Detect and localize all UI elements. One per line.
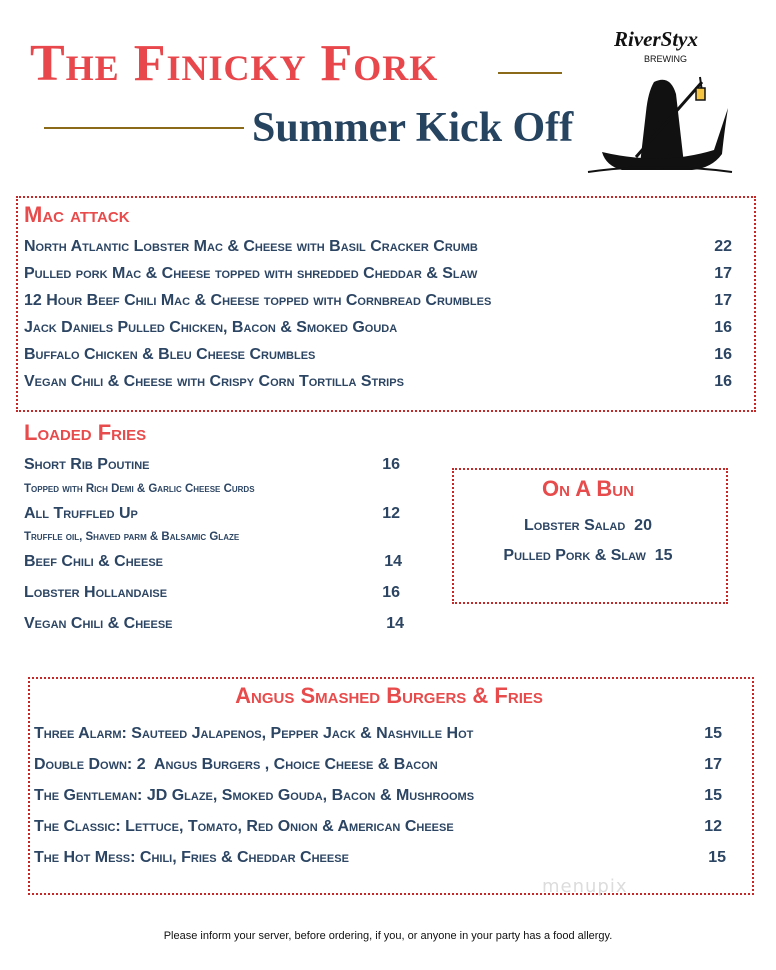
burger-item-name: The Classic: Lettuce, Tomato, Red Onion & American Cheese [34, 818, 454, 835]
burger-item-price: 15 [704, 787, 722, 804]
allergy-notice: Please inform your server, before ordering, if you, or anyone in your party has a food allergy. [163, 930, 613, 942]
menu-subtitle: Summer Kick Off [252, 105, 574, 151]
burger-item-name: The Hot Mess: Chili, Fries & Cheddar Cheese [34, 849, 349, 866]
mac-item-name: Buffalo Chicken & Bleu Cheese Crumbles [24, 346, 316, 363]
fries-item-name: Short Rib Poutine [24, 456, 150, 473]
mac-item-name: Jack Daniels Pulled Chicken, Bacon & Smoked Gouda [24, 319, 398, 336]
watermark: menupix [542, 876, 628, 897]
fries-item-name: Lobster Hollandaise [24, 584, 168, 601]
mac-item-price: 22 [714, 238, 732, 255]
burger-item-price: 15 [708, 849, 726, 866]
on-a-bun-heading: On A Bun [542, 476, 634, 501]
fries-item-desc: Topped with Rich Demi & Garlic Cheese Curds [24, 483, 255, 495]
fries-item-price: 16 [382, 584, 400, 601]
mac-item-name: North Atlantic Lobster Mac & Cheese with Basil Cracker Crumb [24, 238, 478, 255]
ferryman-icon [640, 80, 684, 164]
fries-item-price: 14 [386, 615, 404, 632]
burger-item-name: Three Alarm: Sauteed Jalapenos, Pepper Jack & Nashville Hot [34, 725, 474, 742]
burger-item-name: The Gentleman: JD Glaze, Smoked Gouda, Bacon & Mushrooms [34, 787, 475, 804]
fries-item-name: Beef Chili & Cheese [24, 553, 164, 570]
mac-item-price: 17 [714, 265, 732, 282]
fries-item-price: 14 [384, 553, 402, 570]
title-rule-right [498, 72, 562, 74]
lantern-icon [696, 88, 705, 100]
burgers-heading: Angus Smashed Burgers & Fries [235, 683, 543, 708]
bun-item: Pulled Pork & Slaw 15 [503, 547, 673, 564]
burger-item-price: 15 [704, 725, 722, 742]
burger-item-name: Double Down: 2 Angus Burgers , Choice Cheese & Bacon [34, 756, 438, 773]
fries-item-name: Vegan Chili & Cheese [24, 615, 173, 632]
mac-item-name: Pulled pork Mac & Cheese topped with shredded Cheddar & Slaw [24, 265, 478, 282]
mac-item-price: 16 [714, 373, 732, 390]
fries-item-name: All Truffled Up [24, 505, 138, 522]
burger-item-price: 17 [704, 756, 722, 773]
title-rule-left [44, 127, 244, 129]
menu-title: The Finicky Fork [30, 35, 439, 92]
logo-text-top: RiverStyx [614, 27, 698, 51]
loaded-fries-heading: Loaded Fries [24, 420, 147, 445]
fries-item-price: 16 [382, 456, 400, 473]
mac-item-price: 16 [714, 319, 732, 336]
fries-item-desc: Truffle oil, Shaved parm & Balsamic Glaze [24, 531, 240, 543]
mac-item-price: 17 [714, 292, 732, 309]
logo-text-bottom: BREWING [644, 54, 688, 64]
mac-item-name: 12 Hour Beef Chili Mac & Cheese topped with Cornbread Crumbles [24, 292, 492, 309]
mac-attack-heading: Mac attack [24, 202, 130, 227]
river-styx-logo [584, 22, 734, 178]
bun-item: Lobster Salad 20 [524, 517, 652, 534]
mac-item-name: Vegan Chili & Cheese with Crispy Corn Tortilla Strips [24, 373, 404, 390]
burger-item-price: 12 [704, 818, 722, 835]
fries-item-price: 12 [382, 505, 400, 522]
mac-item-price: 16 [714, 346, 732, 363]
